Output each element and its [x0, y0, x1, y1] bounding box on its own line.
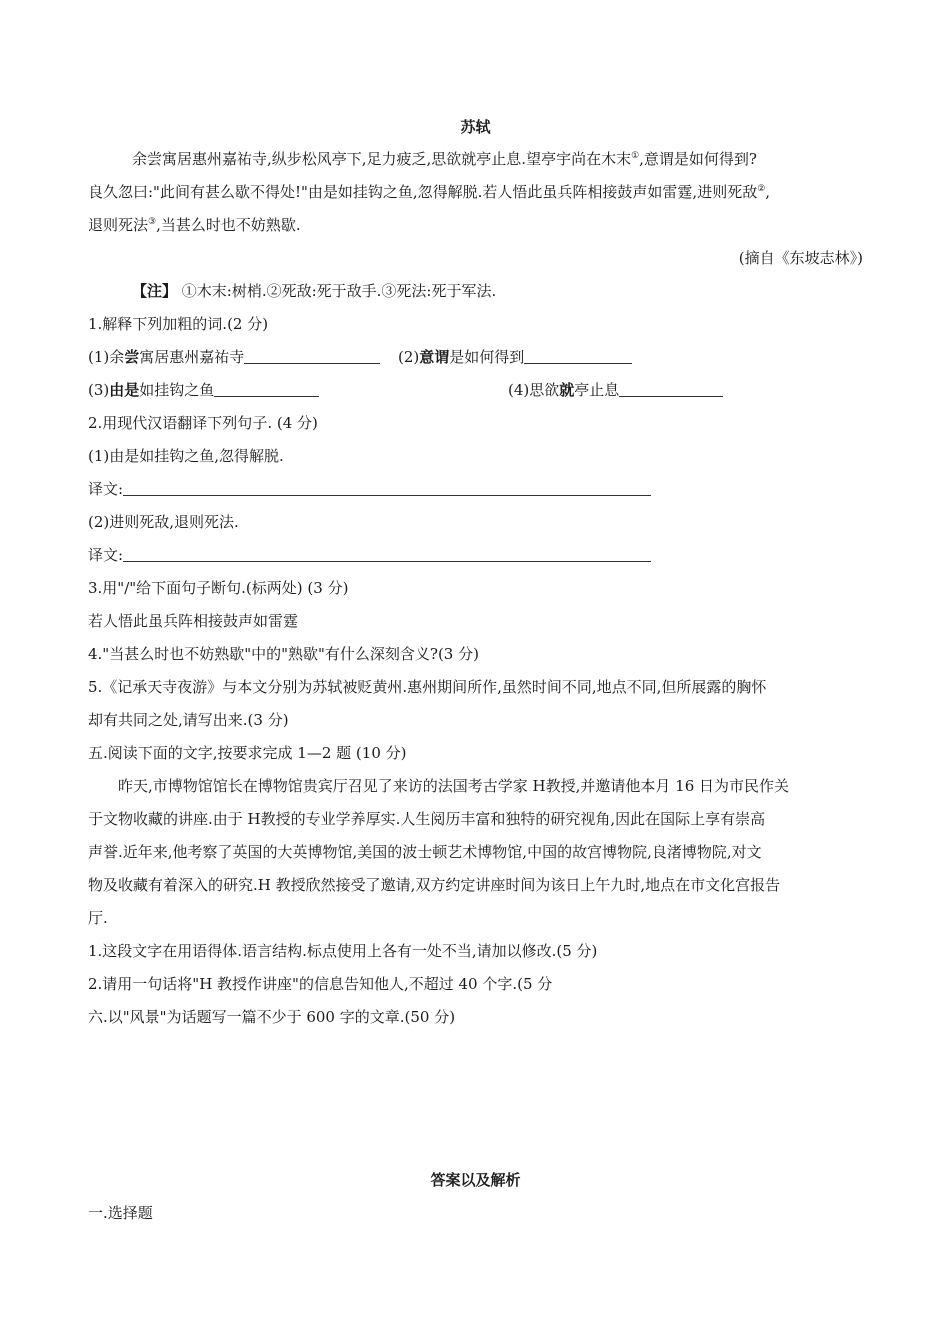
footnote-mark-2: ② [757, 184, 766, 194]
footnote-mark-1: ① [631, 151, 640, 161]
passage-line-1: 余尝寓居惠州嘉祐寺,纵步松风亭下,足力疲乏,思欲就亭止息.望亭宇尚在木末①,意谓是如何得到? [132, 150, 757, 168]
section-5-heading: 五.阅读下面的文字,按要求完成 1—2 题 (10 分) [88, 744, 407, 762]
section-6-prompt: 六.以"风景"为话题写一篇不少于 600 字的文章.(50 分) [88, 1008, 456, 1026]
question-3-stem: 3.用"/"给下面句子断句.(标两处) (3 分) [88, 579, 349, 597]
section-5-paragraph-line-2: 于文物收藏的讲座.由于 H教授的专业学养厚实.人生阅历丰富和独特的研究视角,因此在国际上享有崇高 [88, 810, 766, 828]
question-2-stem: 2.用现代汉语翻译下列句子. (4 分) [88, 414, 318, 432]
question-2-sentence-2: (2)进则死敌,退则死法. [88, 513, 239, 531]
question-1-stem: 1.解释下列加粗的词.(2 分) [88, 315, 269, 333]
answers-title: 答案以及解析 [430, 1171, 521, 1189]
answer-blank[interactable] [244, 349, 380, 364]
note-text: ①木末:树梢.②死敌:死于敌手.③死法:死于军法. [177, 282, 497, 300]
section-5-paragraph-line-4: 物及收藏有着深入的研究.H 教授欣然接受了邀请,双方约定讲座时间为该日上午九时,地点在市文化宫报告 [88, 876, 781, 894]
passage-title: 苏轼 [460, 118, 491, 136]
answer-blank[interactable] [214, 382, 319, 397]
question-1-item-3: (3)由是如挂钩之鱼 [88, 380, 319, 400]
section-5-paragraph-line-1: 昨天,市博物馆馆长在博物馆贵宾厅召见了来访的法国考古学家 H教授,并邀请他本月 16 日为市民作关 [118, 777, 790, 795]
section-5-question-1: 1.这段文字在用语得体.语言结构.标点使用上各有一处不当,请加以修改.(5 分) [88, 942, 598, 960]
translation-blank[interactable] [123, 481, 651, 496]
section-5-paragraph-line-3: 声誉.近年来,他考察了英国的大英博物馆,美国的波士顿艺术博物馆,中国的故宫博物院,良渚博物院,对文 [88, 843, 762, 861]
question-3-sentence: 若人悟此虽兵阵相接鼓声如雷霆 [88, 612, 299, 630]
passage-source: (摘自《东坡志林》) [738, 249, 863, 267]
answers-subheading: 一.选择题 [88, 1204, 153, 1222]
answer-blank[interactable] [524, 349, 632, 364]
answer-blank[interactable] [619, 382, 723, 397]
question-1-item-4: (4)思欲就亭止息 [508, 380, 723, 400]
passage-line-3: 退则死法③,当甚么时也不妨熟歇. [88, 216, 301, 234]
note-label: 【注】 [132, 282, 178, 300]
section-5-paragraph-line-5: 厅. [88, 909, 108, 927]
question-5-line-1: 5.《记承天寺夜游》与本文分别为苏轼被贬黄州.惠州期间所作,虽然时间不同,地点不同,但所展露的胸怀 [88, 678, 767, 696]
passage-line-2: 良久忽曰:"此间有甚么歇不得处!"由是如挂钩之鱼,忽得解脱.若人悟此虽兵阵相接鼓声如雷霆,进则死敌②, [88, 183, 771, 201]
translation-line-1: 译文: [88, 479, 651, 499]
footnote-mark-3: ③ [148, 217, 157, 227]
question-2-sentence-1: (1)由是如挂钩之鱼,忽得解脱. [88, 447, 284, 465]
question-4-stem: 4."当甚么时也不妨熟歇"中的"熟歇"有什么深刻含义?(3 分) [88, 645, 479, 663]
translation-blank[interactable] [123, 547, 651, 562]
translation-line-2: 译文: [88, 545, 651, 565]
question-1-item-1: (1)余尝寓居惠州嘉祐寺 [88, 347, 380, 367]
section-5-question-2: 2.请用一句话将"H 教授作讲座"的信息告知他人,不超过 40 个字.(5 分 [88, 975, 553, 993]
annotation-note [132, 281, 496, 301]
question-1-item-2: (2)意谓是如何得到 [398, 347, 632, 367]
question-5-line-2: 却有共同之处,请写出来.(3 分) [88, 711, 289, 729]
